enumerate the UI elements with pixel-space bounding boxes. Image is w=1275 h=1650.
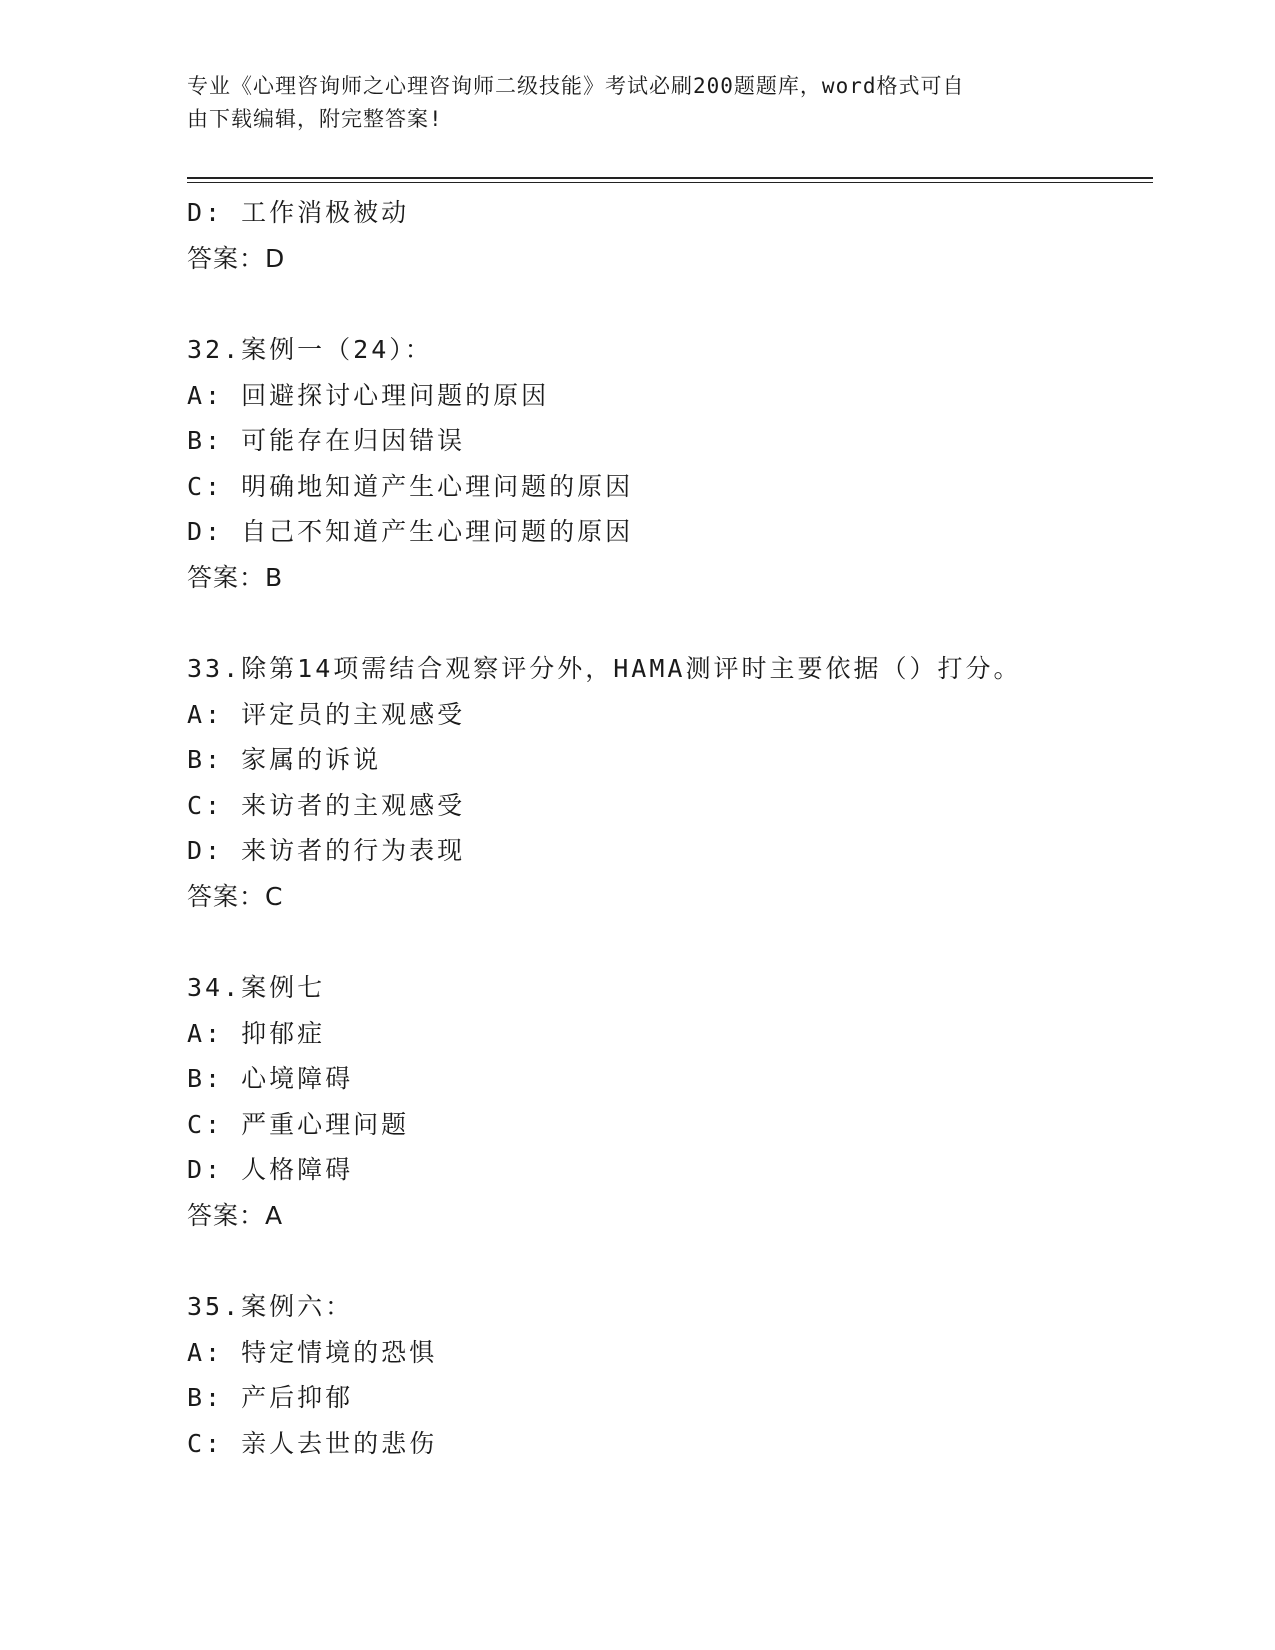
header-line-1: 专业《心理咨询师之心理咨询师二级技能》考试必刷200题题库，word格式可自 (187, 74, 965, 98)
spacer (187, 919, 1153, 965)
header-divider-thin (187, 182, 1153, 183)
option-b: B: 可能存在归因错误 (187, 426, 466, 455)
option-a: A: 评定员的主观感受 (187, 699, 466, 729)
spacer (187, 600, 1153, 646)
answer-line: 答案：B (187, 562, 284, 592)
question-32 (187, 327, 1153, 600)
option-b: B: 家属的诉说 (187, 745, 382, 774)
page-header (187, 70, 1067, 136)
option-a: A: 抑郁症 (187, 1018, 326, 1048)
option-a: A: 特定情境的恐惧 (187, 1337, 438, 1367)
option-b: B: 产后抑郁 (187, 1383, 354, 1412)
question-34 (187, 965, 1153, 1238)
option-a: A: 回避探讨心理问题的原因 (187, 380, 550, 410)
option-d: D: 人格障碍 (187, 1155, 354, 1184)
header-line-2: 由下载编辑，附完整答案! (187, 107, 443, 131)
option-c: C: 严重心理问题 (187, 1109, 410, 1139)
option-b: B: 心境障碍 (187, 1064, 354, 1093)
question-35 (187, 1284, 1153, 1466)
question-stem: 35.案例六： (187, 1292, 354, 1321)
option-c: C: 明确地知道产生心理问题的原因 (187, 471, 634, 501)
option-d: D: 自己不知道产生心理问题的原因 (187, 517, 634, 546)
option-c: C: 来访者的主观感受 (187, 790, 466, 820)
spacer (187, 281, 1153, 327)
question-33 (187, 646, 1153, 919)
spacer (187, 1238, 1153, 1284)
question-list (187, 190, 1153, 1466)
answer-line: 答案：D (187, 243, 286, 273)
answer-line: 答案：A (187, 1200, 284, 1230)
answer-line: 答案：C (187, 881, 284, 911)
option-d: D: 工作消极被动 (187, 198, 410, 227)
option-d: D: 来访者的行为表现 (187, 836, 466, 865)
header-divider-thick (187, 177, 1153, 179)
question-stem: 34.案例七 (187, 973, 326, 1002)
question-stem: 32.案例一（24）： (187, 335, 433, 364)
option-c: C: 亲人去世的悲伤 (187, 1428, 438, 1458)
question-stem: 33.除第14项需结合观察评分外，HAMA测评时主要依据（）打分。 (187, 654, 1022, 683)
